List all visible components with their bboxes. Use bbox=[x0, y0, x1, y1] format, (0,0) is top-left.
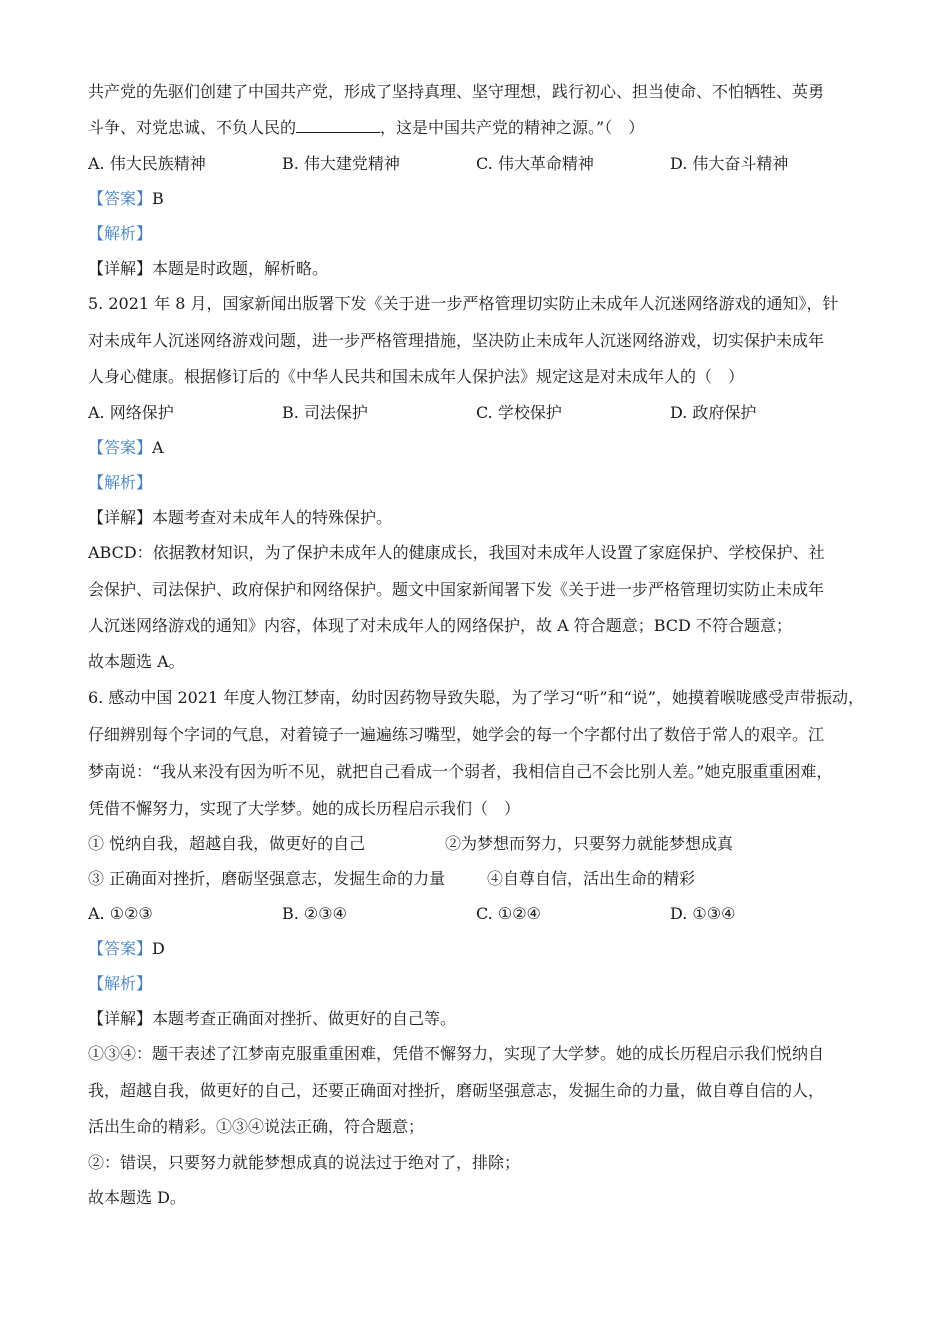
q5-stem-line-3: 人身心健康。根据修订后的《中华人民共和国未成年人保护法》规定这是对未成年人的（ ） bbox=[88, 367, 745, 386]
q6-stem-line-1: 6. 感动中国 2021 年度人物江梦南，幼时因药物导致失聪，为了学习“听”和“说”，她摸着喉咙感受声带振动， bbox=[88, 688, 864, 707]
q5-conclusion: 故本题选 A。 bbox=[88, 652, 185, 671]
q5-option-d: D. 政府保护 bbox=[670, 403, 757, 422]
q5-option-b: B. 司法保护 bbox=[282, 403, 368, 422]
q4-answer bbox=[88, 189, 164, 209]
q5-option-a: A. 网络保护 bbox=[88, 403, 174, 422]
q5-option-c: C. 学校保护 bbox=[476, 403, 562, 422]
fill-blank bbox=[296, 118, 380, 133]
q6-stem-line-4: 凭借不懈努力，实现了大学梦。她的成长历程启示我们（ ） bbox=[88, 799, 521, 818]
q6-option-c: C. ①②④ bbox=[476, 904, 541, 923]
answer-value: D bbox=[152, 939, 165, 958]
q6-detail: 【详解】本题考查正确面对挫折、做更好的自己等。 bbox=[88, 1009, 457, 1028]
answer-value: A bbox=[152, 438, 164, 457]
q6-statement-4: ④自尊自信，活出生命的精彩 bbox=[487, 869, 696, 888]
q6-stem-line-2: 仔细辨别每个字词的气息，对着镜子一遍遍练习嘴型，她学会的每一个字都付出了数倍于常人的艰辛。江 bbox=[88, 725, 825, 744]
q6-conclusion: 故本题选 D。 bbox=[88, 1188, 186, 1207]
q4-detail: 【详解】本题是时政题，解析略。 bbox=[88, 259, 329, 278]
q6-explain-line-4: ②：错误，只要努力就能梦想成真的说法过于绝对了，排除； bbox=[88, 1153, 521, 1172]
q4-option-c: C. 伟大革命精神 bbox=[476, 154, 594, 173]
q4-stem-post: ，这是中国共产党的精神之源。”（ ） bbox=[380, 118, 645, 137]
q6-stem-line-3: 梦南说：“我从来没有因为听不见，就把自己看成一个弱者，我相信自己不会比别人差。”她克服重重困难， bbox=[88, 762, 833, 781]
q5-analysis-tag: 【解析】 bbox=[88, 473, 153, 492]
q6-explain-line-2: 我，超越自我，做更好的自己，还要正确面对挫折，磨砺坚强意志，发掘生命的力量，做自尊自信的人， bbox=[88, 1081, 825, 1100]
q6-option-b: B. ②③④ bbox=[282, 904, 347, 923]
q6-statement-3: ③ 正确面对挫折，磨砺坚强意志，发掘生命的力量 bbox=[88, 869, 446, 888]
q6-answer bbox=[88, 939, 165, 959]
q5-explain-line-2: 会保护、司法保护、政府保护和网络保护。题文中国家新闻署下发《关于进一步严格管理切实防止未成年 bbox=[88, 580, 825, 599]
q6-option-d: D. ①③④ bbox=[670, 904, 736, 923]
q6-statement-1: ① 悦纳自我，超越自我，做更好的自己 bbox=[88, 834, 366, 853]
q4-analysis-tag: 【解析】 bbox=[88, 224, 153, 243]
q5-detail: 【详解】本题考查对未成年人的特殊保护。 bbox=[88, 508, 393, 527]
answer-tag: 【答案】 bbox=[88, 939, 153, 958]
q4-stem-line-1: 共产党的先驱们创建了中国共产党，形成了坚持真理、坚守理想，践行初心、担当使命、不怕牺牲、英勇 bbox=[88, 82, 825, 101]
q6-explain-line-3: 活出生命的精彩。①③④说法正确，符合题意； bbox=[88, 1117, 425, 1136]
q6-statement-2: ②为梦想而努力，只要努力就能梦想成真 bbox=[445, 834, 734, 853]
q5-explain-line-3: 人沉迷网络游戏的通知》内容，体现了对未成年人的网络保护，故 A 符合题意；BCD 不符合题意； bbox=[88, 616, 792, 635]
q6-analysis-tag: 【解析】 bbox=[88, 974, 153, 993]
q4-stem-line-2 bbox=[88, 118, 644, 138]
answer-tag: 【答案】 bbox=[88, 438, 153, 457]
answer-tag: 【答案】 bbox=[88, 189, 153, 208]
q4-stem-pre: 斗争、对党忠诚、不负人民的 bbox=[88, 118, 297, 137]
q5-stem-line-1: 5. 2021 年 8 月，国家新闻出版署下发《关于进一步严格管理切实防止未成年人沉迷网络游戏的通知》，针 bbox=[88, 294, 839, 313]
q5-stem-line-2: 对未成年人沉迷网络游戏问题，进一步严格管理措施，坚决防止未成年人沉迷网络游戏，切实保护未成年 bbox=[88, 331, 825, 350]
q6-option-a: A. ①②③ bbox=[88, 904, 153, 923]
q4-option-a: A. 伟大民族精神 bbox=[88, 154, 206, 173]
q4-option-d: D. 伟大奋斗精神 bbox=[670, 154, 789, 173]
q5-answer bbox=[88, 438, 164, 458]
q4-option-b: B. 伟大建党精神 bbox=[282, 154, 400, 173]
q5-explain-line-1: ABCD：依据教材知识，为了保护未成年人的健康成长，我国对未成年人设置了家庭保护、学校保护、社 bbox=[88, 543, 825, 562]
q6-explain-line-1: ①③④：题干表述了江梦南克服重重困难，凭借不懈努力，实现了大学梦。她的成长历程启示我们悦纳自 bbox=[88, 1044, 825, 1063]
answer-value: B bbox=[152, 189, 164, 208]
